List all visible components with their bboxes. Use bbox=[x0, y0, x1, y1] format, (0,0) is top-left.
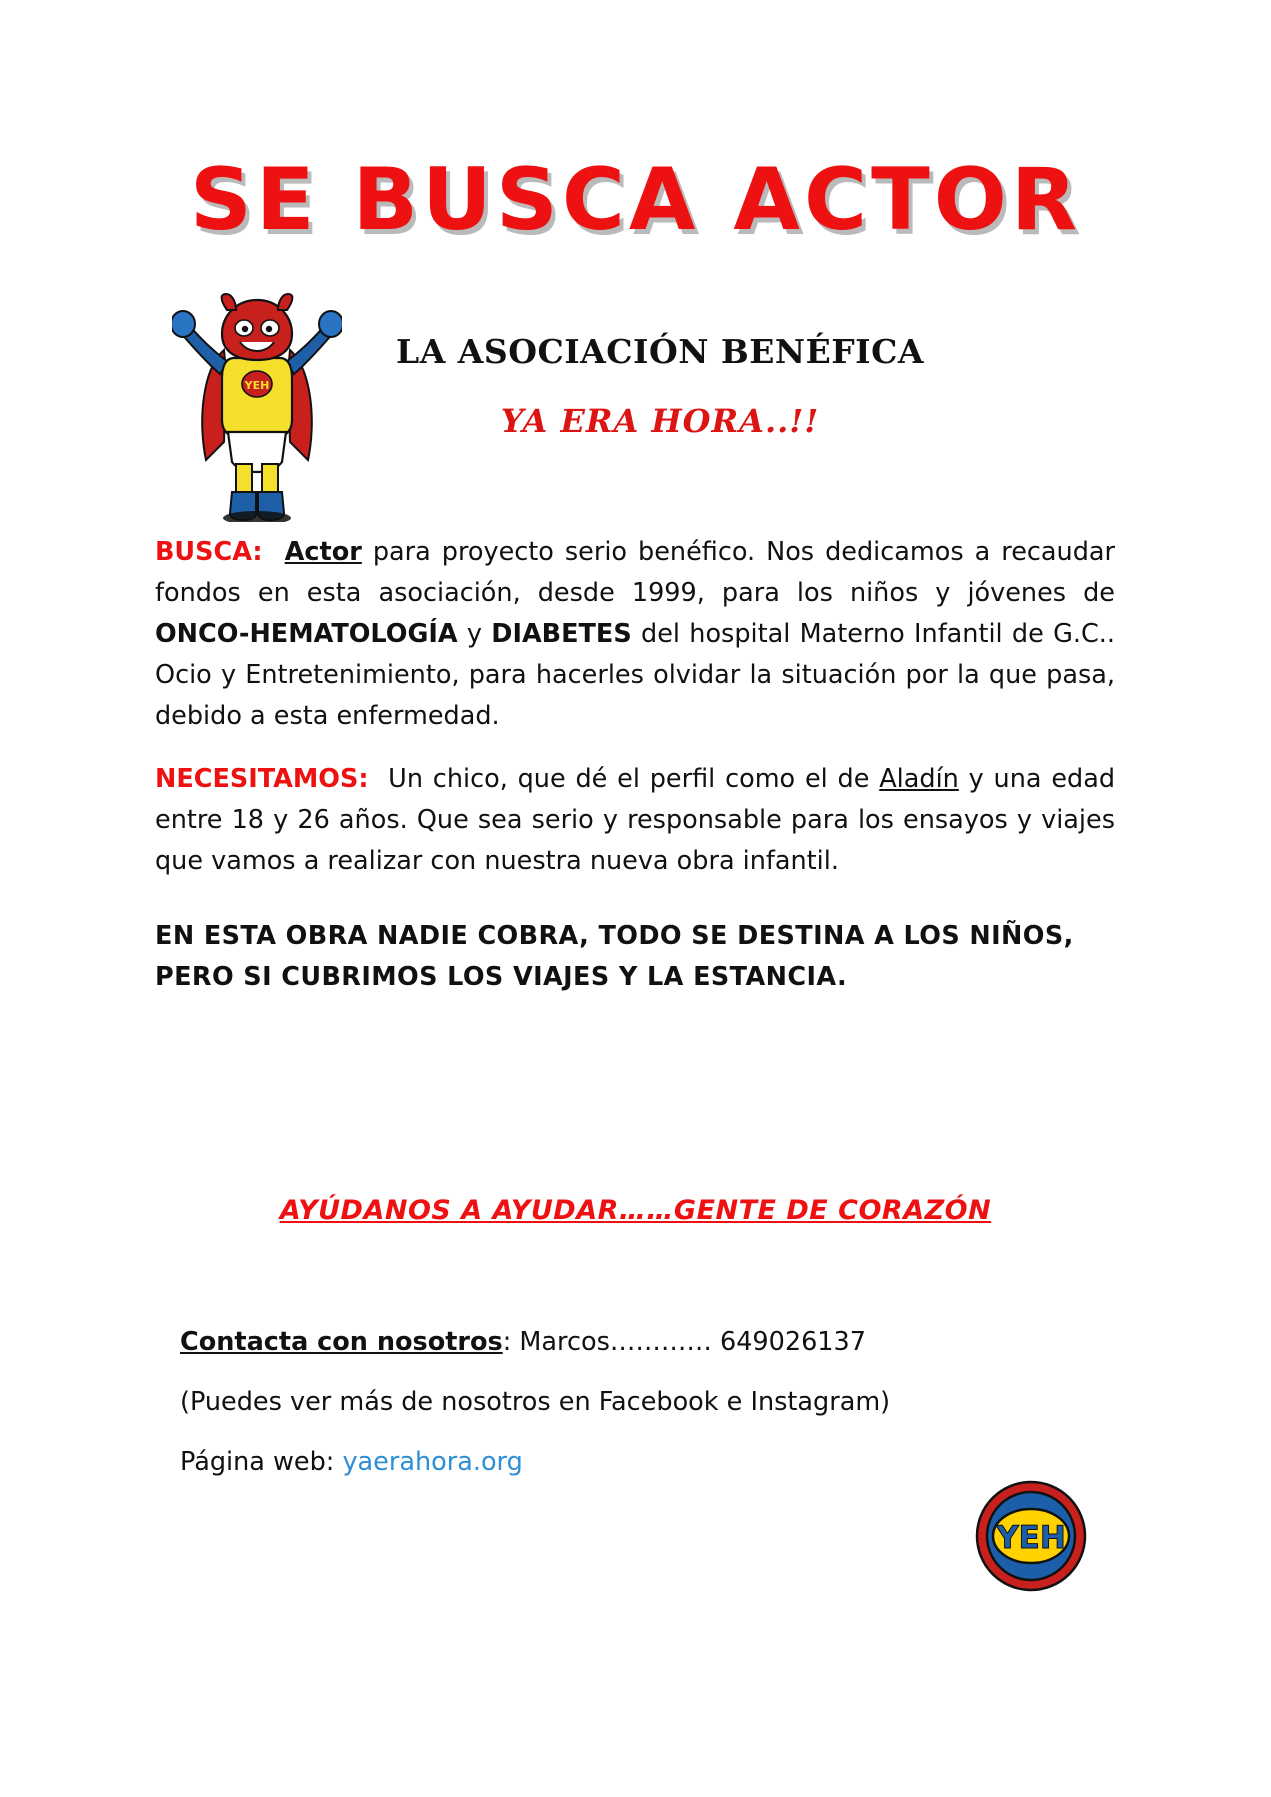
website-line bbox=[180, 1445, 1000, 1479]
website-url[interactable]: yaerahora.org bbox=[342, 1447, 523, 1477]
association-subtitle: LA ASOCIACIÓN BENÉFICA bbox=[396, 332, 924, 371]
yeh-logo-text: YEH bbox=[996, 1520, 1066, 1556]
paragraph-necesitamos bbox=[155, 759, 1115, 882]
mascot-superhero-illustration bbox=[172, 292, 342, 522]
association-name: YA ERA HORA..!! bbox=[500, 402, 820, 440]
website-label: Página web: bbox=[180, 1447, 343, 1477]
busca-text-2: del hospital Materno Infantil de G.C.. Ocio y Entretenimiento, para hacerles olvidar la situación por la que pasa, debido a esta enfermedad. bbox=[155, 619, 1115, 731]
contact-phone-number: 649026137 bbox=[719, 1327, 866, 1357]
necesitamos-label: NECESITAMOS: bbox=[155, 764, 369, 794]
busca-bold-diabetes: DIABETES bbox=[491, 619, 632, 649]
social-note: (Puedes ver más de nosotros en Facebook e Instagram) bbox=[180, 1387, 891, 1417]
contact-phone-line bbox=[180, 1325, 1000, 1359]
contact-block bbox=[180, 1325, 1000, 1505]
necesitamos-underlined-aladin: Aladín bbox=[879, 764, 959, 794]
busca-conjunction: y bbox=[457, 619, 492, 649]
body-text-block bbox=[155, 532, 1115, 998]
call-to-action: AYÚDANOS A AYUDAR……GENTE DE CORAZÓN bbox=[279, 1195, 992, 1226]
necesitamos-text-1: Un chico, que dé el perfil como el de bbox=[378, 764, 880, 794]
contact-heading: Contacta con nosotros bbox=[180, 1327, 503, 1357]
yeh-logo-badge bbox=[975, 1480, 1087, 1592]
busca-label: BUSCA: bbox=[155, 537, 263, 567]
busca-text-1: para proyecto serio benéfico. Nos dedicamos a recaudar fondos en esta asociación, desde 1999, para los niños y jóvenes de bbox=[155, 537, 1115, 608]
notice-statement: EN ESTA OBRA NADIE COBRA, TODO SE DESTINA A LOS NIÑOS, PERO SI CUBRIMOS LOS VIAJES Y LA ESTANCIA. bbox=[155, 921, 1074, 992]
busca-bold-onco: ONCO-HEMATOLOGÍA bbox=[155, 619, 458, 649]
page-title: SE BUSCA ACTOR bbox=[189, 150, 1082, 250]
busca-role: Actor bbox=[284, 537, 362, 567]
necesitamos-text-2: y una edad entre 18 y 26 años. Que sea serio y responsable para los ensayos y viajes que vamos a realizar con nuestra nueva obra infantil. bbox=[155, 764, 1116, 876]
mascot-chest-logo-text: YEH bbox=[244, 379, 270, 392]
paragraph-busca bbox=[155, 532, 1115, 737]
contact-person: Marcos………… bbox=[519, 1327, 720, 1357]
contact-separator: : bbox=[502, 1327, 520, 1357]
